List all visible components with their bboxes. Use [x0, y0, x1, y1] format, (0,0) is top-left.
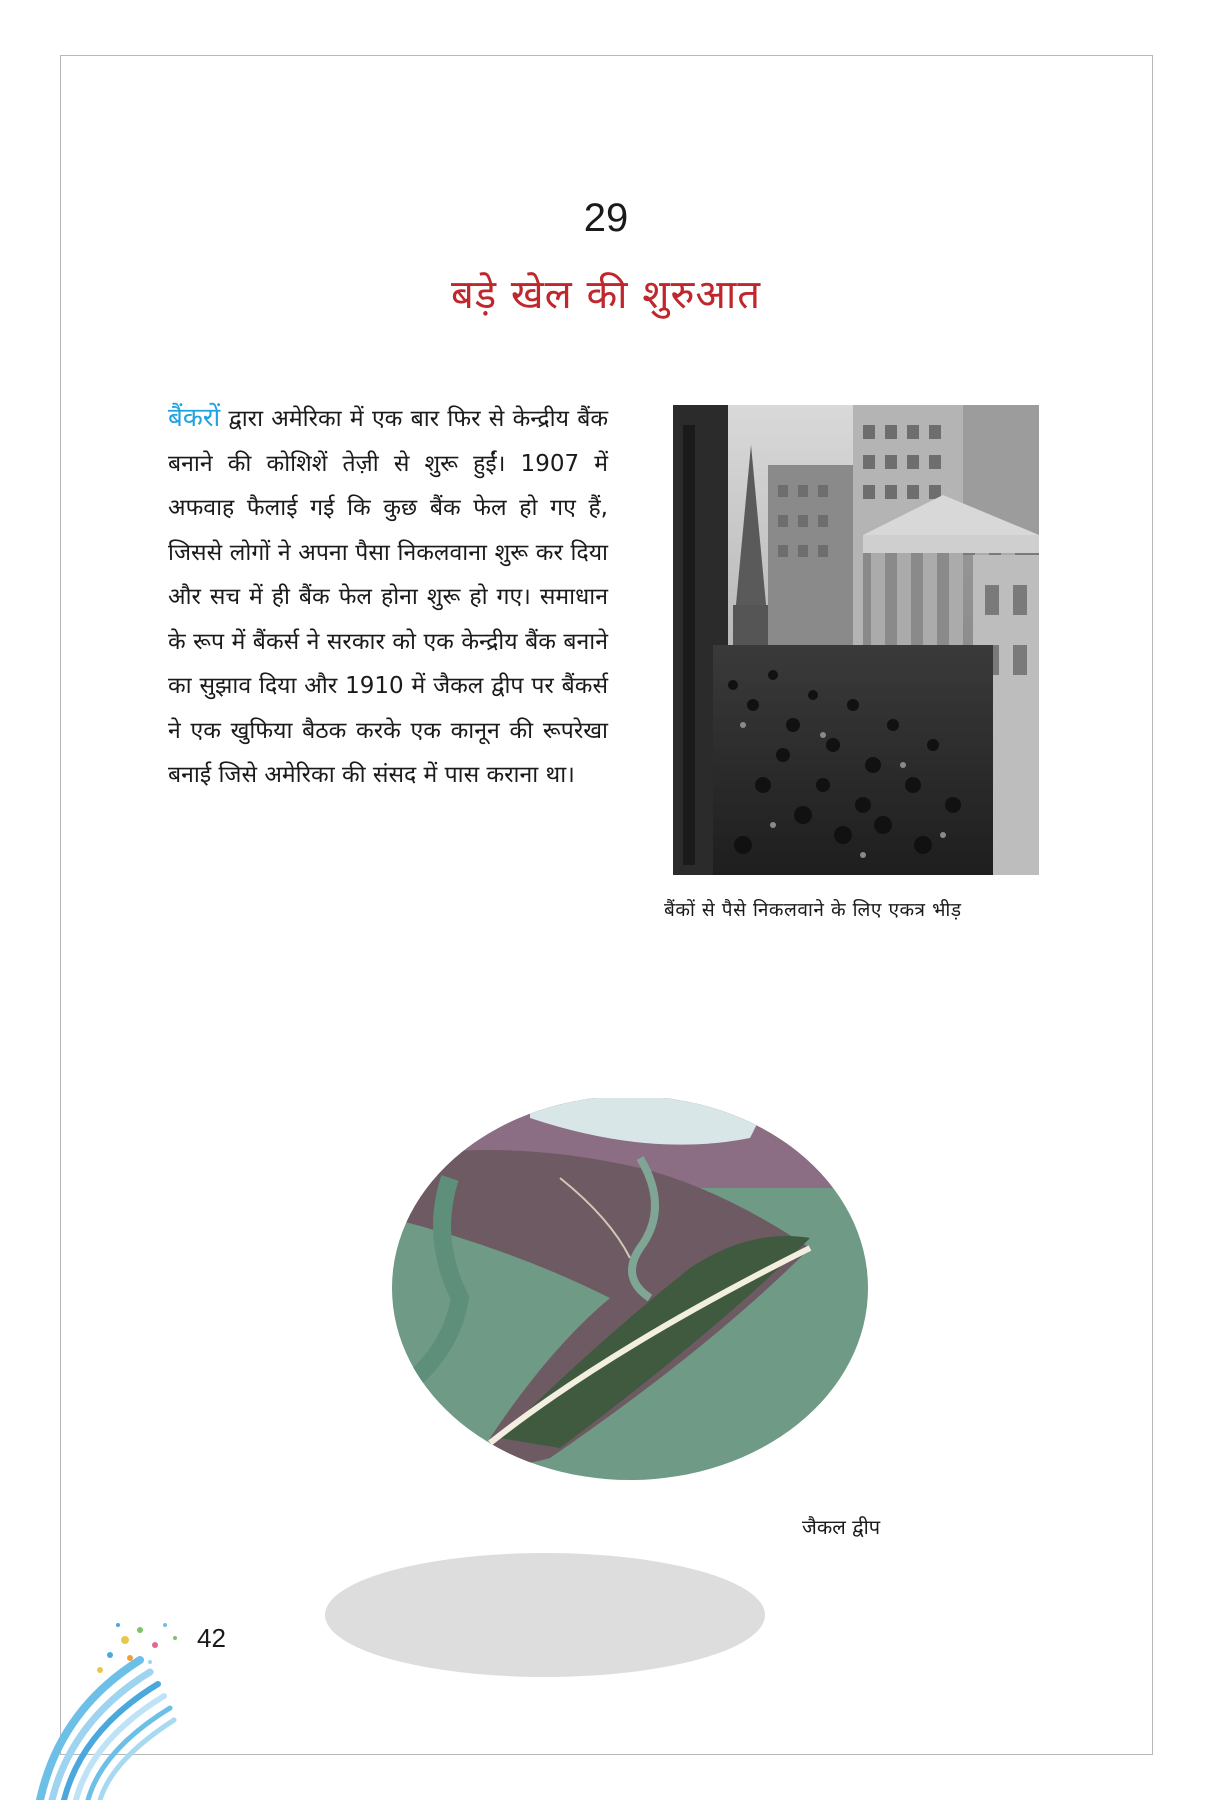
page-number: 42 [197, 1623, 226, 1653]
crowd-photo [673, 405, 1039, 875]
chapter-number: 29 [583, 196, 629, 240]
island-photo-caption: जैकल द्वीप [802, 1515, 881, 1539]
crowd-photo-illustration [673, 405, 1039, 875]
corner-splash-decoration [30, 1600, 190, 1800]
highlight-word: बैंकरों [168, 403, 221, 433]
body-paragraph [168, 396, 608, 798]
paragraph-text: द्वारा अमेरिका में एक बार फिर से केन्द्रीय बैंक बनाने की कोशिशें तेज़ी से शुरू हुईं। 1907 में अफवाह फैलाई गई कि कुछ बैंक फेल हो गए हैं, जिससे लोगों ने अपना पैसा निकलवाना शुरू कर दिया और सच में ही बैंक फेल होना शुरू हो गए। समाधान के रूप में बैंकर्स ने सरकार को एक केन्द्रीय बैंक बनाने का सुझाव दिया और 1910 में जैकल द्वीप पर बैंकर्स ने एक खुफिया बैठक करके एक कानून की रूपरेखा बनाई जिसे अमेरिका की संसद में पास कराना था। [168, 406, 608, 788]
island-photo-illustration [390, 1098, 870, 1498]
crowd-photo-caption: बैंकों से पैसे निकलवाने के लिए एकत्र भीड़ [664, 899, 962, 921]
island-photo [390, 1098, 870, 1498]
chapter-title: बड़े खेल की शुरुआत [450, 272, 762, 318]
island-photo-shadow [320, 1545, 770, 1685]
